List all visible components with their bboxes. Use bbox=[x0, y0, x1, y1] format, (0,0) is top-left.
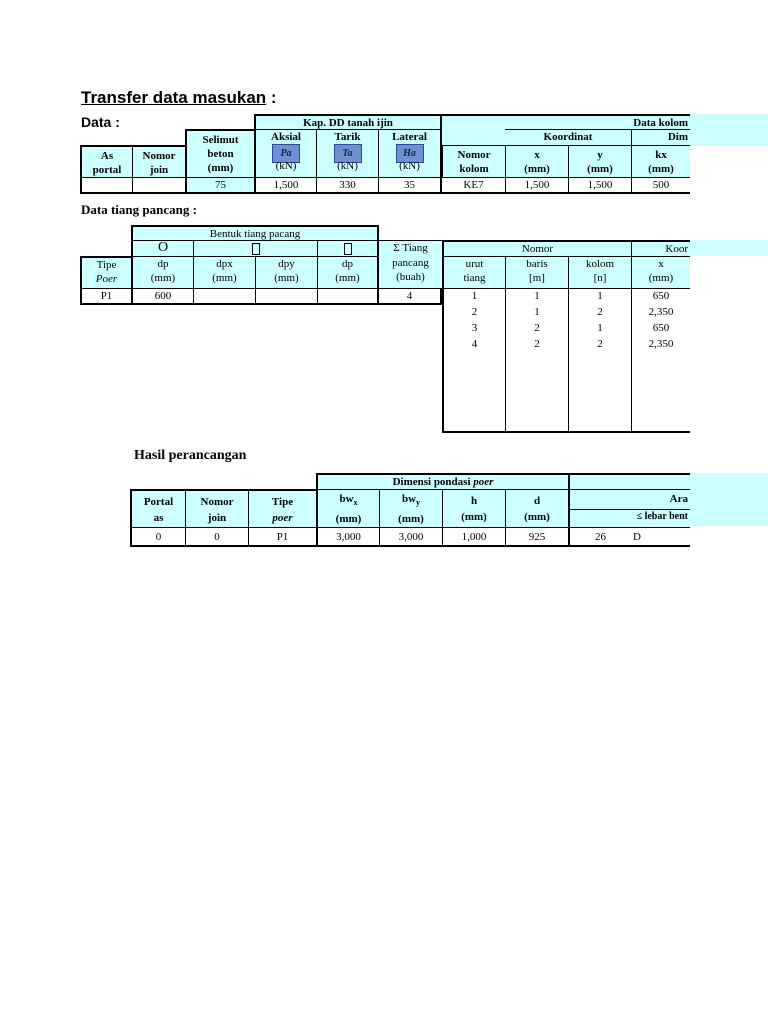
row-h: 1,000 bbox=[442, 527, 505, 547]
box-shape bbox=[193, 240, 317, 256]
row-portal: 0 bbox=[130, 527, 185, 547]
row-lateral: 35 bbox=[378, 177, 442, 194]
d-header: d (mm) bbox=[505, 489, 568, 527]
pile-baris: 2 bbox=[534, 322, 540, 334]
kolom-header: kolom [n] bbox=[568, 256, 631, 289]
x-header: x (mm) bbox=[505, 145, 568, 178]
box-shape-icon bbox=[344, 243, 352, 255]
row-nomor-join bbox=[132, 177, 185, 194]
koor-header: Koor bbox=[631, 240, 690, 256]
bwy-header: $bw_y$ (mm) bbox=[379, 489, 442, 527]
row-n: 26 bbox=[568, 527, 631, 547]
sigma-header: Σ Tiang bbox=[379, 240, 442, 256]
nomor-join-header-3: Nomor join bbox=[185, 489, 248, 527]
sigma-sub-header: pancang (buah) bbox=[379, 256, 442, 289]
dim-header: Dim bbox=[631, 129, 690, 146]
pile-x: 2,350 bbox=[648, 306, 674, 318]
row-dpx bbox=[193, 288, 255, 305]
dp-header: dp (mm) bbox=[131, 256, 193, 289]
selimut-header: Selimut beton (mm) bbox=[185, 129, 254, 193]
dpy-header: dpy (mm) bbox=[255, 256, 317, 289]
box-shape-icon bbox=[252, 243, 260, 255]
pile-kolom: 1 bbox=[597, 290, 603, 302]
pile-urut: 2 bbox=[471, 306, 478, 318]
row-d: 925 bbox=[505, 527, 568, 547]
pile-kolom: 2 bbox=[597, 306, 603, 318]
ara-spacer bbox=[568, 473, 690, 490]
row-aksial: 1,500 bbox=[254, 177, 316, 194]
pile-urut: 1 bbox=[471, 290, 478, 302]
dpx-header: dpx (mm) bbox=[193, 256, 255, 289]
pile-urut: 4 bbox=[471, 338, 478, 350]
y-header: y (mm) bbox=[568, 145, 631, 178]
kap-dd-header: Kap. DD tanah ijin bbox=[254, 114, 442, 130]
pile-x: 650 bbox=[652, 290, 670, 302]
circle-shape: O bbox=[131, 240, 193, 256]
pile-x: 650 bbox=[652, 322, 670, 334]
aksial-header: Aksial Pa (kN) bbox=[254, 129, 316, 178]
row-tipe: P1 bbox=[80, 288, 131, 305]
portal-header: Portal as bbox=[130, 489, 185, 527]
row-as-portal bbox=[80, 177, 132, 194]
pile-kolom: 2 bbox=[597, 338, 603, 350]
pile-kolom: 1 bbox=[597, 322, 603, 334]
page-title: Transfer data masukan : bbox=[81, 88, 277, 107]
hasil-label: Hasil perancangan bbox=[134, 448, 247, 463]
tipe-poer-header: Tipe poer bbox=[248, 489, 316, 527]
pile-baris: 1 bbox=[534, 290, 540, 302]
row-nomor: 0 bbox=[185, 527, 248, 547]
row-kx: 500 bbox=[631, 177, 690, 194]
h-header: h (mm) bbox=[442, 489, 505, 527]
dimensi-header: Dimensi pondasi poer bbox=[316, 473, 568, 490]
nomor-join-header: Nomor join bbox=[132, 145, 185, 178]
lebar-header: ≤ lebar bent bbox=[568, 509, 690, 527]
row-bwx: 3,000 bbox=[316, 527, 379, 547]
row-dp2 bbox=[317, 288, 379, 305]
urut-header: urut tiang bbox=[442, 256, 505, 289]
pile-x: 2,350 bbox=[648, 338, 674, 350]
nomor-header: Nomor bbox=[442, 240, 631, 256]
row-jumlah: 4 bbox=[379, 288, 442, 305]
tipe-header: Tipe Poer bbox=[80, 256, 131, 289]
ha-icon: Ha bbox=[396, 144, 424, 163]
data-label: Data : bbox=[81, 114, 120, 130]
row-dpy bbox=[255, 288, 317, 305]
bwx-header: $bw_x$ (mm) bbox=[316, 489, 379, 527]
ara-header: Ara bbox=[568, 489, 690, 509]
tiang-label: Data tiang pancang : bbox=[81, 202, 197, 217]
lateral-header: Lateral Ha (kN) bbox=[378, 129, 442, 178]
dp2-header: dp (mm) bbox=[317, 256, 379, 289]
bentuk-header: Bentuk tiang pacang bbox=[131, 225, 379, 241]
row-dp: 600 bbox=[131, 288, 193, 305]
pile-urut: 3 bbox=[471, 322, 478, 334]
x2-header: x (mm) bbox=[631, 256, 690, 289]
row-y: 1,500 bbox=[568, 177, 631, 194]
row-tipe-poer: P1 bbox=[248, 527, 316, 547]
row-D: D bbox=[631, 527, 690, 547]
kx-header: kx (mm) bbox=[631, 145, 690, 178]
data-kolom-header: Data kolom bbox=[442, 114, 690, 130]
baris-header: baris [m] bbox=[505, 256, 568, 289]
row-tarik: 330 bbox=[316, 177, 378, 194]
box-shape-2 bbox=[317, 240, 379, 256]
pa-icon: Pa bbox=[272, 144, 300, 163]
nomor-kolom-header: Nomor kolom bbox=[442, 145, 505, 178]
pile-baris: 1 bbox=[534, 306, 540, 318]
tarik-header: Tarik Ta (kN) bbox=[316, 129, 378, 178]
pile-baris: 2 bbox=[534, 338, 540, 350]
row-x: 1,500 bbox=[505, 177, 568, 194]
ta-icon: Ta bbox=[334, 144, 362, 163]
row-nomor-kolom: KE7 bbox=[442, 177, 505, 194]
as-portal-header: As portal bbox=[80, 145, 132, 178]
row-selimut: 75 bbox=[185, 177, 254, 194]
row-bwy: 3,000 bbox=[379, 527, 442, 547]
koordinat-header: Koordinat bbox=[505, 129, 631, 146]
